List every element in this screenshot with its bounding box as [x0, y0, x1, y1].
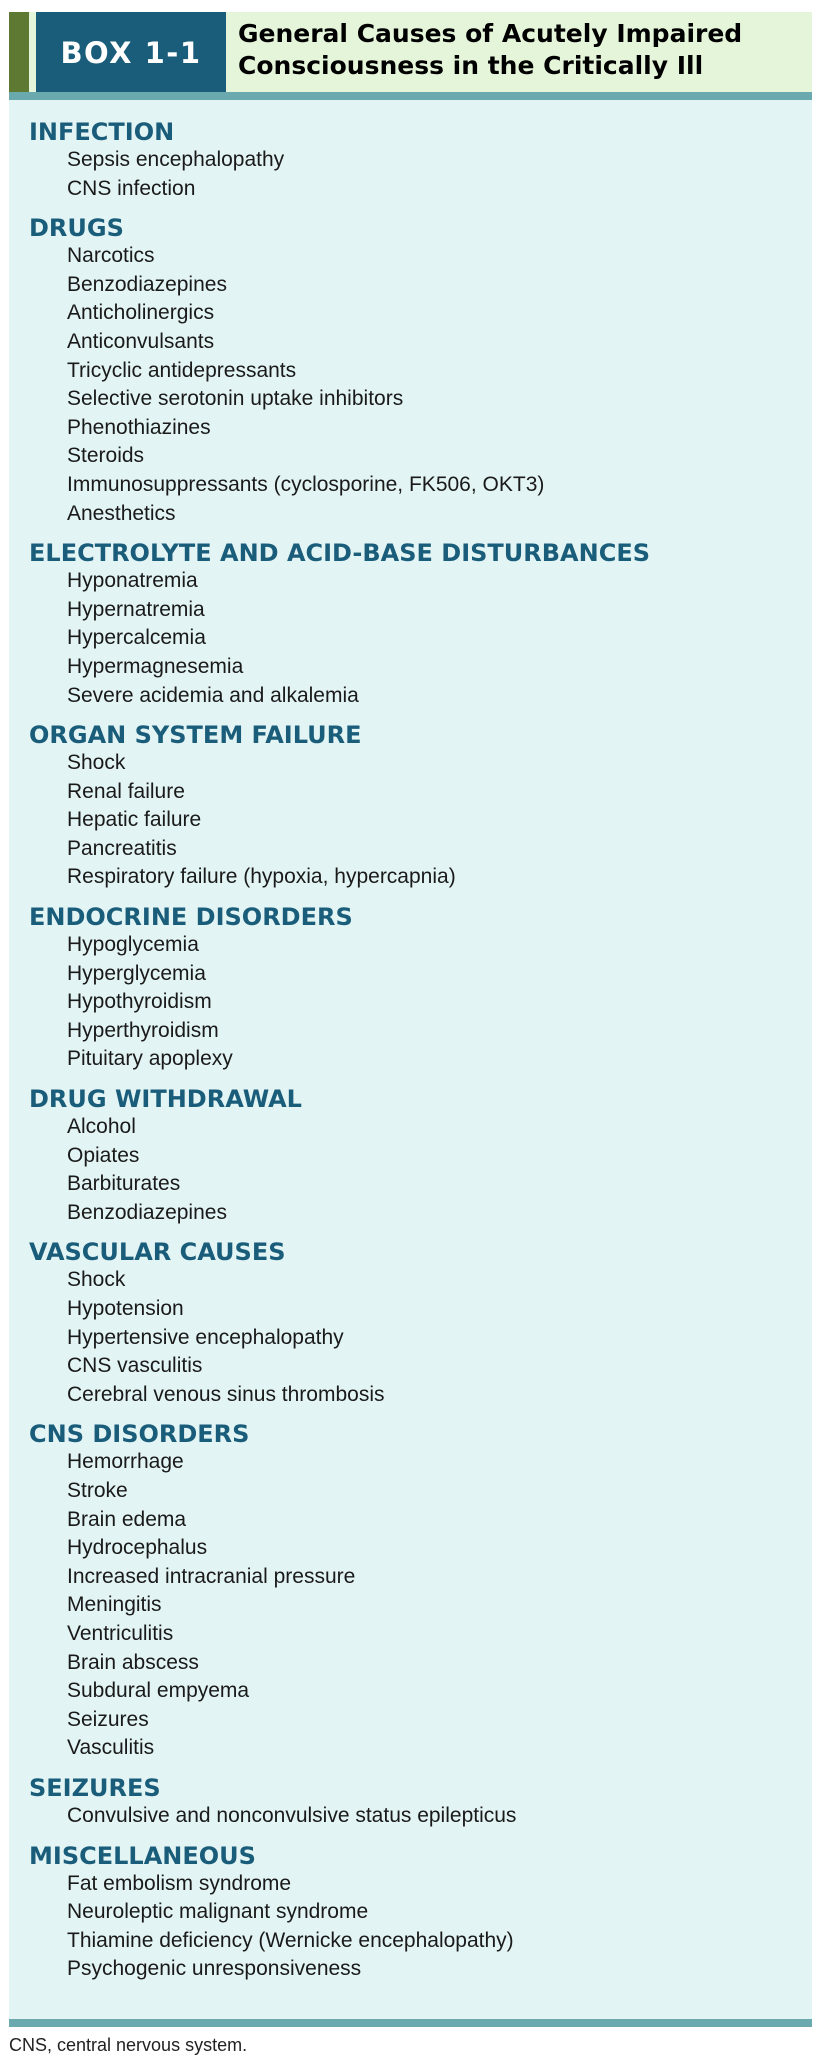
- list-item: Hypernatremia: [67, 597, 205, 621]
- list-item: Selective serotonin uptake inhibitors: [67, 387, 404, 411]
- list-item: Subdural empyema: [67, 1679, 250, 1703]
- section-heading: DRUG WITHDRAWAL: [29, 1085, 302, 1114]
- list-item: Pituitary apoplexy: [67, 1047, 233, 1071]
- list-item: Immunosuppressants (cyclosporine, FK506, OKT3): [67, 472, 545, 496]
- list-item: Hypoglycemia: [67, 933, 199, 957]
- list-item: Hyperglycemia: [67, 961, 206, 985]
- section-infection: [29, 118, 799, 203]
- section-heading: ENDOCRINE DISORDERS: [29, 903, 353, 932]
- section-drugs: [29, 214, 799, 528]
- section-electrolyte-and-acid-base-disturbances: [29, 539, 799, 710]
- section-item-list: [29, 146, 799, 203]
- section-cns-disorders: [29, 1420, 799, 1763]
- header-divider: [9, 92, 812, 100]
- list-item: Vasculitis: [67, 1736, 155, 1760]
- section-seizures: [29, 1774, 799, 1831]
- list-item: Severe acidemia and alkalemia: [67, 683, 359, 707]
- list-item: Alcohol: [67, 1115, 136, 1139]
- section-heading: SEIZURES: [29, 1773, 161, 1802]
- section-item-list: [29, 1266, 799, 1409]
- box-label: BOX 1-1: [36, 12, 226, 94]
- list-item: Ventriculitis: [67, 1621, 174, 1645]
- list-item: CNS vasculitis: [67, 1354, 203, 1378]
- section-heading: ORGAN SYSTEM FAILURE: [29, 721, 362, 750]
- list-item: Tricyclic antidepressants: [67, 358, 297, 382]
- section-item-list: [29, 1113, 799, 1227]
- list-item: Benzodiazepines: [67, 1200, 227, 1224]
- list-item: Shock: [67, 751, 126, 775]
- list-item: Anesthetics: [67, 501, 176, 525]
- list-item: Narcotics: [67, 244, 155, 268]
- section-heading: INFECTION: [29, 118, 175, 146]
- list-item: Shock: [67, 1268, 126, 1292]
- list-item: Stroke: [67, 1478, 128, 1502]
- list-item: Hypertensive encephalopathy: [67, 1325, 344, 1349]
- list-item: Hepatic failure: [67, 808, 202, 832]
- list-item: CNS infection: [67, 176, 196, 200]
- section-item-list: [29, 242, 799, 528]
- section-item-list: [29, 1870, 799, 1984]
- box-header: [9, 12, 812, 94]
- list-item: Convulsive and nonconvulsive status epilepticus: [67, 1803, 517, 1827]
- list-item: Brain abscess: [67, 1650, 199, 1674]
- list-item: Fat embolism syndrome: [67, 1871, 292, 1895]
- section-item-list: [29, 567, 799, 710]
- section-heading: ELECTROLYTE AND ACID-BASE DISTURBANCES: [29, 539, 651, 568]
- list-item: Hydrocephalus: [67, 1536, 208, 1560]
- list-item: Thiamine deficiency (Wernicke encephalopathy): [67, 1928, 514, 1952]
- list-item: Hypotension: [67, 1297, 184, 1320]
- list-item: Hypercalcemia: [67, 626, 206, 650]
- list-item: Sepsis encephalopathy: [67, 148, 285, 171]
- list-item: Pancreatitis: [67, 836, 177, 860]
- section-vascular-causes: [29, 1238, 799, 1409]
- footer-divider: [9, 2019, 812, 2027]
- list-item: Steroids: [67, 444, 145, 468]
- section-miscellaneous: [29, 1842, 799, 1984]
- footnote: CNS, central nervous system.: [9, 2035, 248, 2055]
- section-drug-withdrawal: [29, 1085, 799, 1227]
- list-item: Renal failure: [67, 779, 185, 803]
- box-content: [29, 118, 799, 1995]
- section-endocrine-disorders: [29, 903, 799, 1074]
- list-item: Increased intracranial pressure: [67, 1564, 356, 1588]
- list-item: Barbiturates: [67, 1172, 181, 1196]
- list-item: Anticholinergics: [67, 301, 215, 325]
- section-item-list: [29, 749, 799, 892]
- list-item: Meningitis: [67, 1593, 162, 1617]
- section-organ-system-failure: [29, 721, 799, 892]
- list-item: Respiratory failure (hypoxia, hypercapnia): [67, 865, 456, 889]
- section-heading: CNS DISORDERS: [29, 1420, 250, 1449]
- section-heading: VASCULAR CAUSES: [29, 1238, 286, 1267]
- list-item: Phenothiazines: [67, 415, 211, 439]
- list-item: Cerebral venous sinus thrombosis: [67, 1382, 385, 1406]
- list-item: Anticonvulsants: [67, 329, 215, 353]
- box-1-1: [9, 12, 812, 2027]
- list-item: Seizures: [67, 1707, 149, 1731]
- list-item: Benzodiazepines: [67, 272, 227, 296]
- section-item-list: [29, 931, 799, 1074]
- list-item: Hypermagnesemia: [67, 654, 244, 678]
- list-item: Neuroleptic malignant syndrome: [67, 1900, 369, 1924]
- list-item: Hyperthyroidism: [67, 1018, 219, 1042]
- header-accent-bar: [9, 12, 29, 94]
- section-item-list: [29, 1448, 799, 1763]
- list-item: Psychogenic unresponsiveness: [67, 1957, 362, 1981]
- section-item-list: [29, 1802, 799, 1831]
- list-item: Hypothyroidism: [67, 990, 212, 1014]
- list-item: Opiates: [67, 1143, 140, 1167]
- box-title: General Causes of Acutely Impaired Consciousness in the Critically Ill: [238, 19, 743, 80]
- list-item: Hyponatremia: [67, 569, 198, 593]
- section-heading: DRUGS: [29, 214, 124, 243]
- list-item: Hemorrhage: [67, 1450, 184, 1474]
- list-item: Brain edema: [67, 1507, 187, 1531]
- section-heading: MISCELLANEOUS: [29, 1841, 256, 1870]
